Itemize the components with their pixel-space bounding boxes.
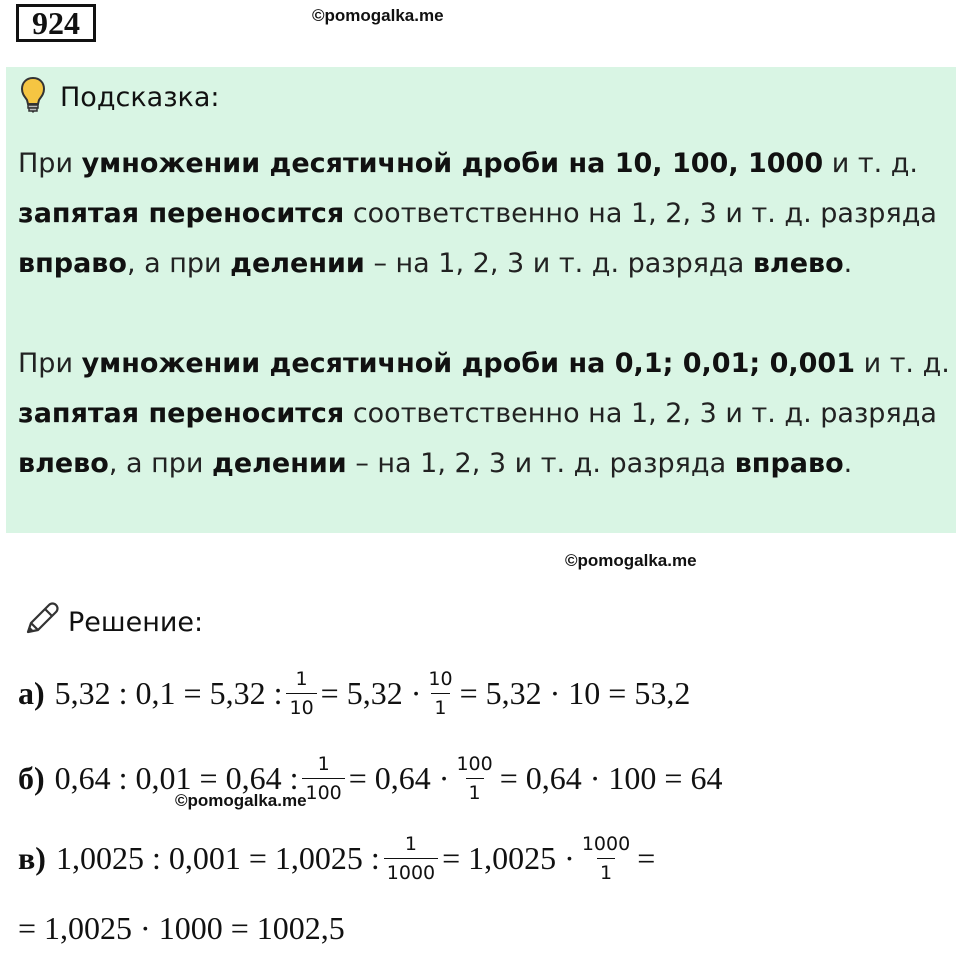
bold-segment: умножении десятичной дроби на 10, 100, 1000: [81, 148, 824, 179]
text-segment: , а при: [126, 248, 231, 279]
math-text: = 1,0025 ·: [442, 840, 575, 876]
text-segment: .: [843, 248, 853, 279]
fraction: [579, 832, 633, 885]
text-segment: – на 1, 2, 3 и т. д. разряда: [364, 248, 753, 279]
hint-line: [18, 439, 950, 489]
math-text: = 0,64 ·: [348, 760, 450, 796]
item-label: а): [18, 675, 45, 711]
solution-line-b: [18, 752, 722, 805]
item-label: б): [18, 760, 45, 796]
watermark-solution: ©pomogalka.me: [175, 791, 307, 810]
watermark-middle: ©pomogalka.me: [565, 551, 697, 570]
math-text: 0,64 : 0,01 = 0,64 :: [54, 760, 299, 796]
fraction-numerator: 1000: [581, 833, 631, 855]
text-segment: При: [18, 348, 82, 379]
solution-title: Решение:: [68, 606, 204, 638]
hint-line: [18, 189, 937, 239]
fraction: [453, 752, 495, 805]
hint-line: [18, 239, 937, 289]
fraction: [302, 752, 344, 805]
fraction-numerator: 100: [456, 753, 493, 775]
bold-segment: запятая переносится: [18, 398, 345, 429]
fraction-numerator: 1: [295, 668, 308, 690]
fraction-denominator: 1: [597, 858, 615, 885]
fraction-denominator: 1: [431, 693, 449, 720]
task-number: 924: [16, 4, 96, 42]
math-text: =: [637, 840, 656, 876]
math-text: = 5,32 · 10 = 53,2: [459, 675, 691, 711]
hint-line: [18, 339, 950, 389]
text-segment: и т. д.: [823, 148, 918, 179]
fraction-denominator: 100: [302, 778, 344, 805]
text-segment: , а при: [108, 448, 213, 479]
pencil-icon: [20, 600, 60, 645]
bold-segment: вправо: [18, 248, 127, 279]
hint-paragraph-1: [18, 139, 937, 289]
math-text: = 0,64 · 100 = 64: [499, 760, 723, 796]
watermark-top: ©pomogalka.me: [312, 6, 444, 25]
solution-line-c-continued: [18, 910, 345, 947]
fraction-denominator: 1: [466, 778, 484, 805]
fraction-denominator: 1000: [384, 858, 438, 885]
item-label: в): [18, 840, 46, 876]
bold-segment: влево: [18, 448, 109, 479]
hint-line: [18, 389, 950, 439]
hint-paragraph-2: [18, 339, 950, 489]
bold-segment: запятая переносится: [18, 198, 345, 229]
math-text: 1,0025 : 0,001 = 1,0025 :: [55, 840, 380, 876]
fraction: [425, 667, 455, 720]
text-segment: – на 1, 2, 3 и т. д. разряда: [346, 448, 735, 479]
lightbulb-icon: [20, 76, 46, 119]
text-segment: соответственно на 1, 2, 3 и т. д. разряда: [344, 198, 937, 229]
bold-segment: влево: [752, 248, 844, 279]
math-text: = 1,0025 · 1000 = 1002,5: [18, 910, 345, 946]
bold-segment: делении: [230, 248, 365, 279]
hint-title: Подсказка:: [60, 81, 220, 113]
hint-box: [6, 67, 956, 533]
math-text: 5,32 : 0,1 = 5,32 :: [54, 675, 283, 711]
bold-segment: вправо: [734, 448, 844, 479]
hint-header: [20, 77, 220, 117]
fraction-denominator: 10: [286, 693, 316, 720]
bold-segment: делении: [212, 448, 347, 479]
solution-line-c: [18, 832, 655, 885]
hint-line: [18, 139, 937, 189]
text-segment: и т. д.: [854, 348, 950, 379]
text-segment: соответственно на 1, 2, 3 и т. д. разряда: [344, 398, 937, 429]
fraction-numerator: 1: [404, 833, 417, 855]
text-segment: При: [18, 148, 82, 179]
fraction-numerator: 1: [317, 753, 330, 775]
bold-segment: умножении десятичной дроби на 0,1; 0,01; 0,001: [81, 348, 855, 379]
solution-header: [20, 600, 203, 644]
text-segment: .: [843, 448, 853, 479]
fraction: [384, 832, 438, 885]
fraction-numerator: 10: [428, 668, 453, 690]
math-text: = 5,32 ·: [320, 675, 422, 711]
solution-line-a: [18, 667, 690, 720]
fraction: [286, 667, 316, 720]
